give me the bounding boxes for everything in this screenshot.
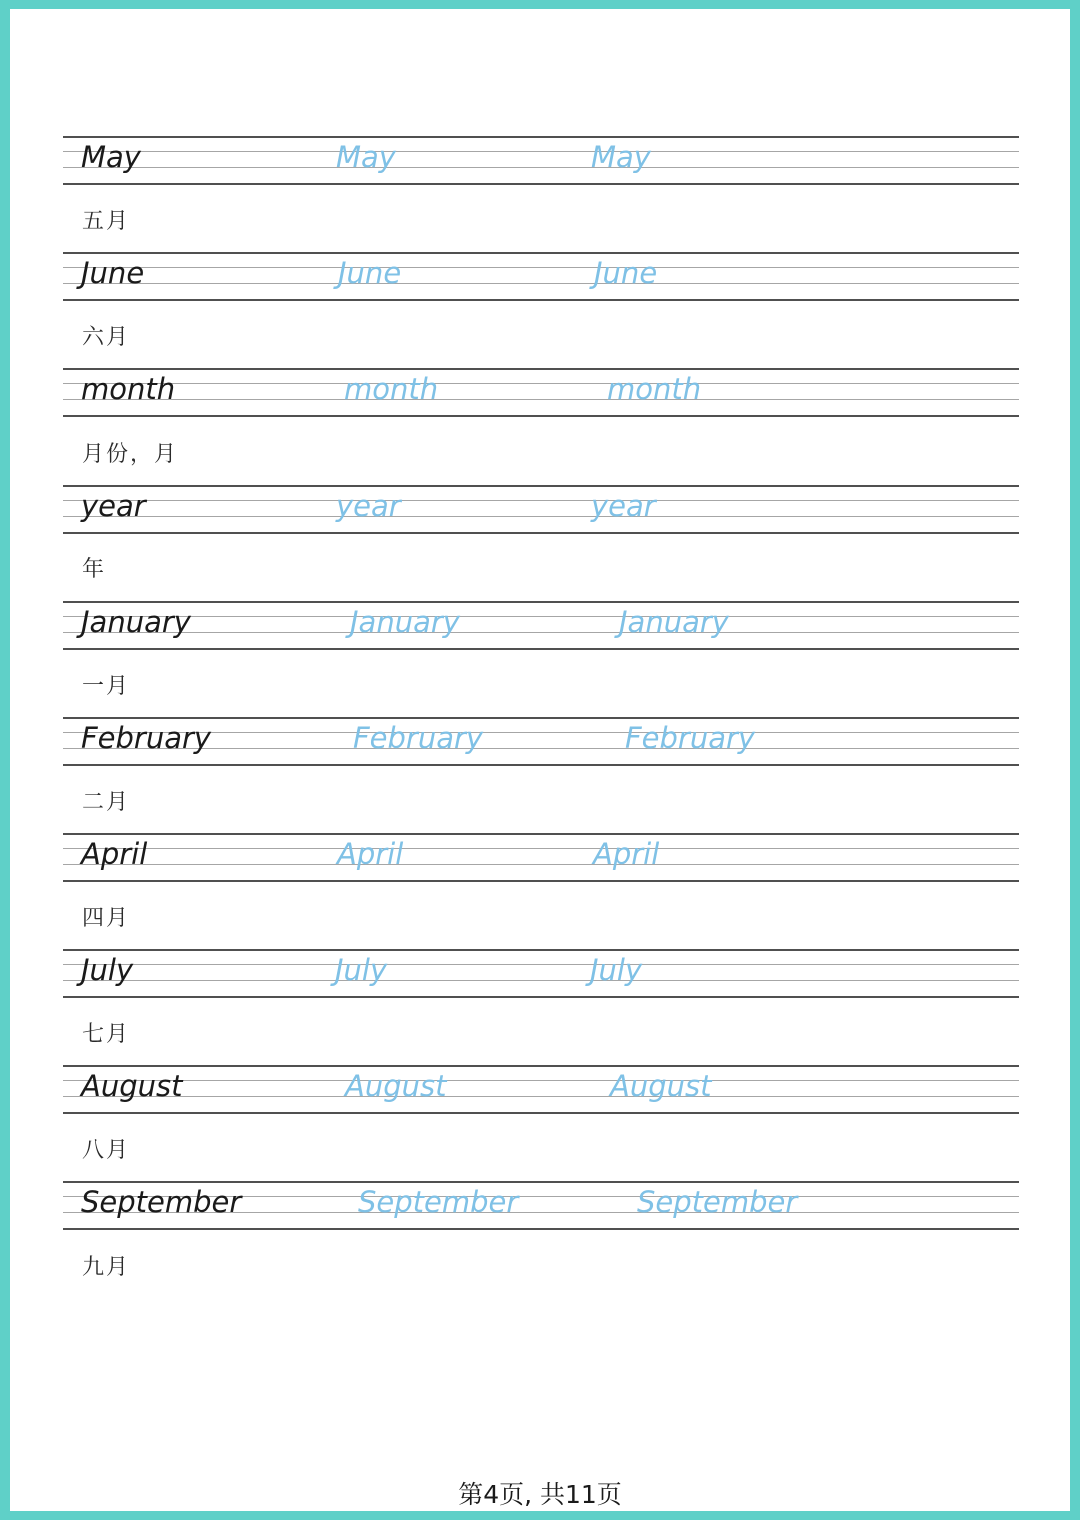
model-word: month: [81, 372, 176, 406]
model-word: April: [81, 837, 148, 871]
trace-word: May: [336, 140, 396, 174]
trace-word: January: [350, 605, 460, 639]
guide-line: [63, 648, 1019, 650]
trace-word: April: [593, 837, 660, 871]
model-word: September: [81, 1185, 242, 1219]
guide-line: [63, 151, 1019, 152]
trace-word: August: [345, 1069, 447, 1103]
chinese-meaning: 二月: [82, 790, 131, 815]
guide-line: [63, 167, 1019, 168]
trace-word: month: [344, 372, 439, 406]
trace-word: month: [607, 372, 702, 406]
chinese-meaning: 五月: [82, 209, 131, 234]
guide-line: [63, 632, 1019, 633]
writing-row: [63, 1181, 1019, 1231]
guide-line: [63, 485, 1019, 487]
trace-word: year: [336, 489, 401, 523]
guide-line: [63, 183, 1019, 185]
guide-line: [63, 764, 1019, 766]
guide-line: [63, 996, 1019, 998]
guide-line: [63, 949, 1019, 951]
worksheet-page: [10, 9, 1070, 1511]
guide-line: [63, 964, 1019, 965]
page-number: 第4页, 共11页: [458, 1480, 622, 1509]
trace-word: September: [637, 1185, 798, 1219]
chinese-meaning: 八月: [82, 1138, 131, 1163]
guide-line: [63, 516, 1019, 517]
guide-line: [63, 252, 1019, 254]
guide-line: [63, 1065, 1019, 1067]
writing-row: [63, 252, 1019, 302]
guide-line: [63, 864, 1019, 865]
guide-line: [63, 880, 1019, 882]
model-word: July: [81, 953, 134, 987]
guide-line: [63, 601, 1019, 603]
guide-line: [63, 283, 1019, 284]
trace-word: February: [353, 721, 484, 755]
chinese-meaning: 九月: [82, 1255, 131, 1280]
trace-word: January: [619, 605, 729, 639]
model-word: June: [81, 256, 145, 290]
guide-line: [63, 980, 1019, 981]
guide-line: [63, 267, 1019, 268]
model-word: January: [81, 605, 191, 639]
guide-line: [63, 368, 1019, 370]
guide-line: [63, 500, 1019, 501]
writing-row: [63, 368, 1019, 418]
chinese-meaning: 四月: [82, 906, 131, 931]
guide-line: [63, 299, 1019, 301]
guide-line: [63, 415, 1019, 417]
guide-line: [63, 1228, 1019, 1230]
guide-line: [63, 136, 1019, 138]
model-word: February: [81, 721, 212, 755]
guide-line: [63, 532, 1019, 534]
writing-row: [63, 1065, 1019, 1115]
guide-line: [63, 1080, 1019, 1081]
trace-word: August: [610, 1069, 712, 1103]
chinese-meaning: 一月: [82, 674, 131, 699]
model-word: August: [81, 1069, 183, 1103]
trace-word: June: [594, 256, 658, 290]
trace-word: July: [335, 953, 388, 987]
trace-word: February: [625, 721, 756, 755]
guide-line: [63, 1096, 1019, 1097]
writing-row: [63, 601, 1019, 651]
guide-line: [63, 399, 1019, 400]
chinese-meaning: 月份，月: [82, 442, 179, 467]
trace-word: June: [338, 256, 402, 290]
trace-word: September: [358, 1185, 519, 1219]
model-word: May: [81, 140, 141, 174]
chinese-meaning: 年: [82, 557, 107, 582]
guide-line: [63, 383, 1019, 384]
guide-line: [63, 616, 1019, 617]
trace-word: May: [591, 140, 651, 174]
writing-row: [63, 485, 1019, 535]
trace-word: July: [590, 953, 643, 987]
chinese-meaning: 七月: [82, 1022, 131, 1047]
guide-line: [63, 833, 1019, 835]
writing-row: [63, 717, 1019, 767]
guide-line: [63, 1112, 1019, 1114]
writing-row: [63, 949, 1019, 999]
trace-word: April: [337, 837, 404, 871]
guide-line: [63, 848, 1019, 849]
writing-row: [63, 833, 1019, 883]
model-word: year: [81, 489, 146, 523]
writing-row: [63, 136, 1019, 186]
trace-word: year: [591, 489, 656, 523]
chinese-meaning: 六月: [82, 325, 131, 350]
